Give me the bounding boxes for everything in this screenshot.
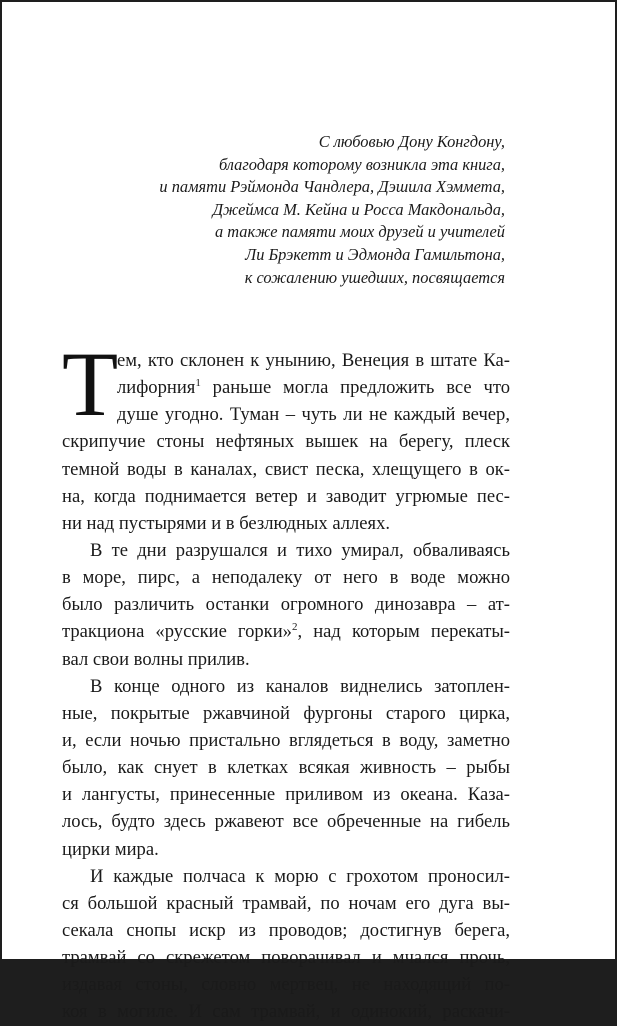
text-line (62, 618, 510, 645)
text-fragment: тракциона «русские горки» (62, 621, 292, 643)
body-text (62, 333, 511, 1026)
dedication-line: Джеймса М. Кейна и Росса Макдональда, (212, 199, 505, 219)
text-line: ные, покрытые ржавчиной фургоны старого цирка, (62, 702, 510, 724)
dedication-line: и памяти Рэймонда Чандлера, Дэшила Хэммета, (159, 177, 505, 197)
text-line: коя в могиле. И сам трамвай, и одинокий, раскачи- (62, 1001, 510, 1023)
text-line (62, 374, 510, 401)
paragraph (62, 537, 510, 673)
text-line: лось, будто здесь ржавеют все обреченные на гибель (62, 811, 510, 833)
text-line: вал свои волны прилив. (62, 648, 250, 670)
dedication (85, 131, 505, 289)
text-line: цирки мира. (62, 838, 159, 860)
text-line: было, как снует в клетках всякая живность – рыбы (62, 757, 510, 779)
dedication-line: С любовью Дону Конгдону, (318, 132, 505, 151)
text-line: И каждые полчаса к морю с грохотом проносил- (90, 865, 510, 887)
paragraph (62, 347, 510, 537)
paragraph (62, 673, 510, 863)
text-line: В конце одного из каналов виднелись затоплен- (90, 675, 510, 697)
dedication-line: а также памяти моих друзей и учителей (214, 222, 505, 242)
text-line: секала снопы искр из проводов; достигнув берега, (62, 919, 510, 941)
text-line: в море, пирс, а неподалеку от него в воде можно (62, 567, 510, 589)
text-line: на, когда поднимается ветер и заводит угрюмые пес- (62, 485, 510, 507)
text-line: трамвай со скрежетом поворачивал и мчался прочь, (62, 947, 510, 969)
dedication-line: Ли Брэкетт и Эдмонда Гамильтона, (245, 244, 505, 264)
text-line: скрипучие стоны нефтяных вышек на берегу, плеск (62, 431, 510, 453)
text-line: темной воды в каналах, свист песка, хлещущего в ок- (62, 458, 510, 480)
text-line: ся большой красный трамвай, по ночам его дуга вы- (62, 892, 510, 914)
text-line: издавая стоны, словно мертвец, не находящий по- (62, 974, 510, 996)
text-line: ни над пустырями и в безлюдных аллеях. (62, 512, 391, 534)
text-fragment: раньше могла предложить все что (200, 377, 510, 399)
footnote-ref-1[interactable]: 1 (195, 377, 201, 390)
dedication-line: к сожалению ушедших, посвящается (244, 267, 505, 287)
dedication-line: благодаря которому возникла эта книга, (218, 154, 505, 174)
text-line: ем, кто склонен к унынию, Венеция в штате Ка- (117, 350, 510, 371)
book-page (2, 2, 615, 1023)
text-line: и, если ночью пристально вглядеться в воду, заметно (62, 729, 510, 751)
text-fragment: , над которым перекаты- (297, 621, 511, 643)
footnote-ref-2[interactable]: 2 (291, 621, 298, 634)
text-line: и лангусты, принесенные приливом из океана. Каза- (62, 784, 510, 806)
text-line: душе угодно. Туман – чуть ли не каждый вечер, (117, 404, 510, 426)
text-line: было различить останки огромного динозавра – ат- (62, 594, 510, 616)
paragraph (62, 863, 510, 1026)
text-line: В те дни разрушался и тихо умирал, обваливаясь (90, 539, 510, 561)
text-fragment: лифорния (117, 377, 196, 399)
drop-cap: Т (62, 333, 119, 435)
